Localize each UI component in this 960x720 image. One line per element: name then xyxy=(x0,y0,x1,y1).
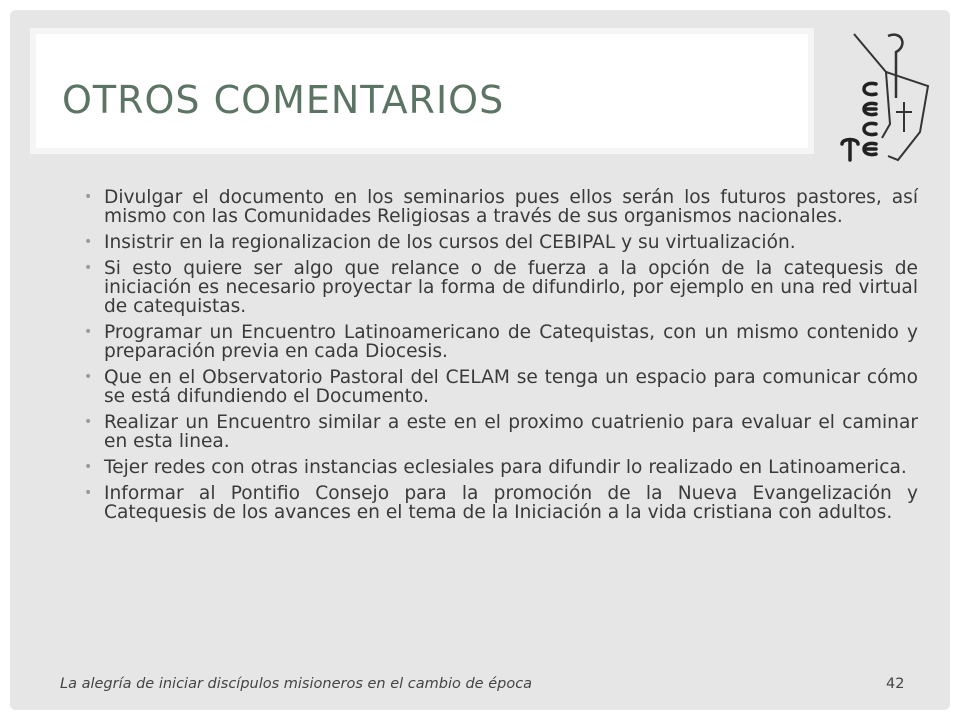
bullet-item: • Programar un Encuentro Latinoamericano de Catequistas, con un mismo contenido y preparación previa en cada Diocesis. xyxy=(80,323,918,361)
footer-text: La alegría de iniciar discípulos misioneros en el cambio de época xyxy=(60,676,533,692)
slide-title: OTROS COMENTARIOS xyxy=(62,78,505,122)
bullet-item: • Que en el Observatorio Pastoral del CELAM se tenga un espacio para comunicar cómo se está difundiendo el Documento. xyxy=(80,368,918,406)
bullet-item: • Si esto quiere ser algo que relance o de fuerza a la opción de la catequesis de iniciación es necesario proyectar la forma de difundirlo, por ejemplo en una red virtual de catequistas. xyxy=(80,259,918,316)
logo-map-outline xyxy=(854,34,928,160)
bullet-item: • Insistrir en la regionalizacion de los cursos del CEBIPAL y su virtualización. xyxy=(80,233,918,252)
celam-logo xyxy=(836,28,932,166)
bullet-item: • Divulgar el documento en los seminarios pues ellos serán los futuros pastores, así mismo con las Comunidades Religiosas a través de sus organismos nacionales. xyxy=(80,188,918,226)
slide xyxy=(10,10,950,710)
bullet-item: • Informar al Pontifio Consejo para la promoción de la Nueva Evangelización y Catequesis de los avances en el tema de la Iniciación a la vida cristiana con adultos. xyxy=(80,484,918,522)
logo-crozier xyxy=(888,35,902,98)
bullet-item: • Tejer redes con otras instancias eclesiales para difundir lo realizado en Latinoamerica. xyxy=(80,458,918,477)
logo-letters xyxy=(842,83,876,160)
page-number: 42 xyxy=(886,676,905,692)
bullet-item: • Realizar un Encuentro similar a este en el proximo cuatrienio para evaluar el caminar en esta linea. xyxy=(80,413,918,451)
logo-cross xyxy=(896,102,912,132)
bullet-list xyxy=(80,188,918,529)
title-box xyxy=(30,28,814,154)
